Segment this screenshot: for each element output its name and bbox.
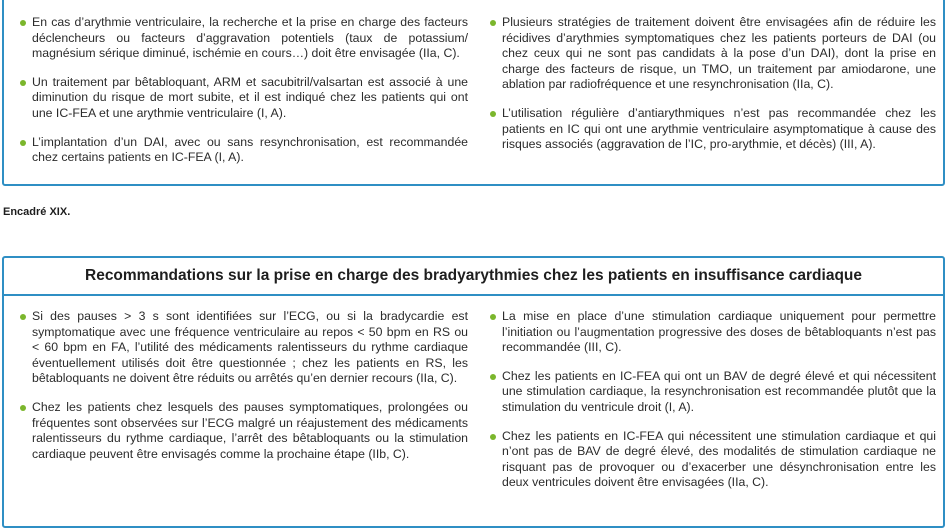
box2-right-column [490,309,936,491]
bullet-icon [20,405,26,411]
list-item: Chez les patients en IC-FEA qui nécessitent une stimulation cardiaque et qui n’ont pas de BAV de degré élevé, des modalités de stimulation cardiaque ne risquant pas de provoquer ou d’exacerber une désynchronisation entre les deux ventricules doivent être envisagées (IIa, C). [490,429,936,491]
box1-right-column [490,15,936,153]
list-item: Plusieurs stratégies de traitement doivent être envisagées afin de réduire les récidives d’arythmies symptomatiques chez les patients porteurs de DAI (ou chez ceux qui ne sont pas candidats à la pose d’un DAI), dont la prise en charge des facteurs de risque, un TMO, un traitement par amiodarone, une ablation par radiofréquence et une resynchronisation (IIa, C). [490,15,936,93]
bullet-icon [490,374,496,380]
bullet-icon [490,20,496,26]
list-item: Chez les patients chez lesquels des pauses symptomatiques, prolongées ou fréquentes sont observées sur l’ECG malgré un réajustement des médicaments ralentisseurs du rythme cardiaque, l’arrêt des bêtabloquants ou la stimulation cardiaque peuvent être envisagés comme la prochaine étape (IIb, C). [20,400,468,462]
box-caption: Encadré XIX. [3,206,71,218]
list-item: En cas d’arythmie ventriculaire, la recherche et la prise en charge des facteurs déclencheurs ou facteurs d’aggravation potentiels (taux de potassium/ magnésium sérique diminué, ischémie en cours…) doit être envisagée (IIa, C). [20,15,468,62]
bullet-icon [490,314,496,320]
list-item: Un traitement par bêtabloquant, ARM et sacubitril/valsartan est associé à une diminution du risque de mort subite, et il est indiqué chez les patients qui ont une IC-FEA et une arythmie ventriculaire (I, A). [20,75,468,122]
list-item: L’implantation d’un DAI, avec ou sans resynchronisation, est recommandée chez certains patients en IC-FEA (I, A). [20,135,468,166]
box2-left-column [20,309,468,462]
box-title: Recommandations sur la prise en charge des bradyarythmies chez les patients en insuffisance cardiaque [4,258,943,296]
bullet-icon [20,314,26,320]
list-item: Si des pauses > 3 s sont identifiées sur l’ECG, ou si la bradycardie est symptomatique avec une fréquence ventriculaire au repos < 50 bpm en RS ou < 60 bpm en FA, l’utilité des médicaments ralentisseurs du rythme cardiaque éventuellement utilisés doit être questionnée ; chez les patients en RS, les bêtabloquants ne doivent être réduits ou arrêtés qu’en dernier recours (IIa, C). [20,309,468,387]
ventricular-arrhythmia-box [2,0,945,186]
bullet-icon [490,434,496,440]
list-item: La mise en place d’une stimulation cardiaque uniquement pour permettre l’initiation ou l’augmentation progressive des doses de bêtabloquants n’est pas recommandée (III, C). [490,309,936,356]
list-item: Chez les patients en IC-FEA qui ont un BAV de degré élevé et qui nécessitent une stimulation cardiaque, la resynchronisation est recommandée plutôt que la stimulation du ventricule droit (I, A). [490,369,936,416]
bullet-icon [20,20,26,26]
bradyarrhythmia-box [2,256,945,528]
bullet-icon [20,80,26,86]
bullet-icon [490,111,496,117]
list-item: L’utilisation régulière d’antiarythmiques n’est pas recommandée chez les patients en IC qui ont une arythmie ventriculaire asymptomatique à cause des risques associés (aggravation de l’IC, pro-arythmie, et décès) (III, A). [490,106,936,153]
bullet-icon [20,140,26,146]
box1-left-column [20,15,468,166]
